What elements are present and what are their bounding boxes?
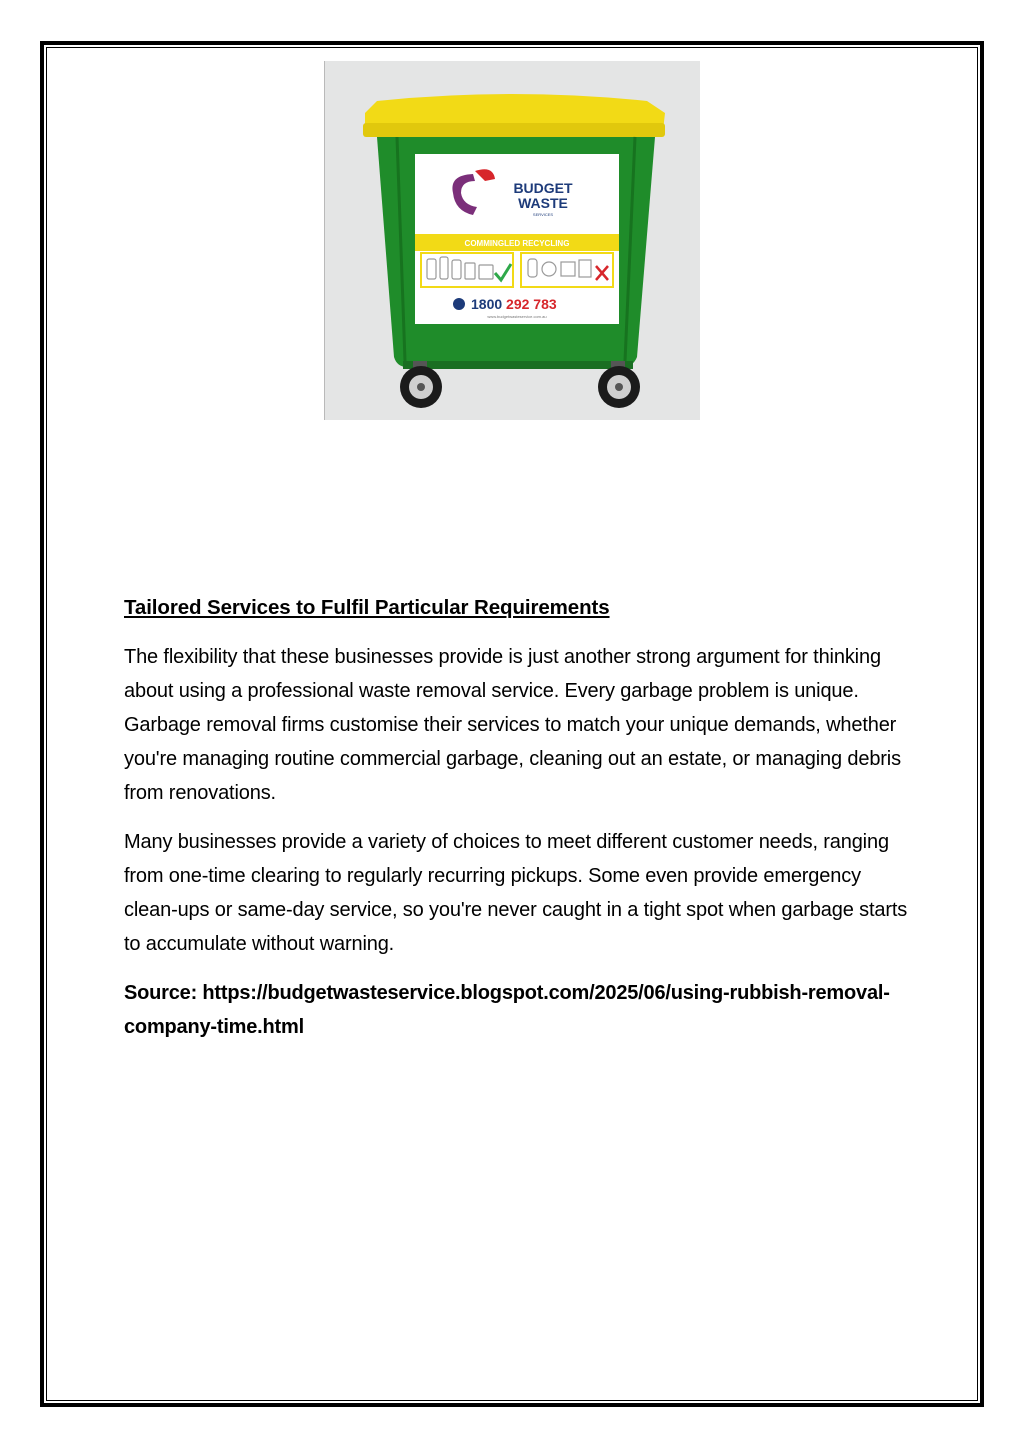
brand-line1: BUDGET [513,180,573,196]
website-text: www.budgetwasteservice.com.au [487,314,547,319]
brand-tagline: SERVICES [532,212,554,217]
paragraph: The flexibility that these businesses provide is just another strong argument for thinking about using a professional waste removal service. Every garbage problem is unique. Garbage removal firms customise their services to match your unique demands, whether you're managing routine commercial garbage, cleaning out an estate, or managing debris from renovations. [124,646,901,804]
paragraph: Many businesses provide a variety of choices to meet different customer needs, ranging from one-time clearing to regularly recurring pickups. Some even provide emergency clean-ups or same-day service, so you're never caught in a tight spot when garbage starts to accumulate without warning. [124,831,908,955]
section-heading: Tailored Services to Fulfil Particular Requirements [124,596,610,619]
banner-text: COMMINGLED RECYCLING [464,239,570,248]
source-citation: Source: https://budgetwasteservice.blogspot.com/2025/06/using-rubbish-removal-company-time.html [124,982,890,1038]
wheelie-bin-image [324,61,700,420]
brand-line2: WASTE [518,195,568,211]
flag-icon [453,298,465,310]
phone-number: 1800 292 783 [471,296,557,312]
article [124,596,914,1044]
